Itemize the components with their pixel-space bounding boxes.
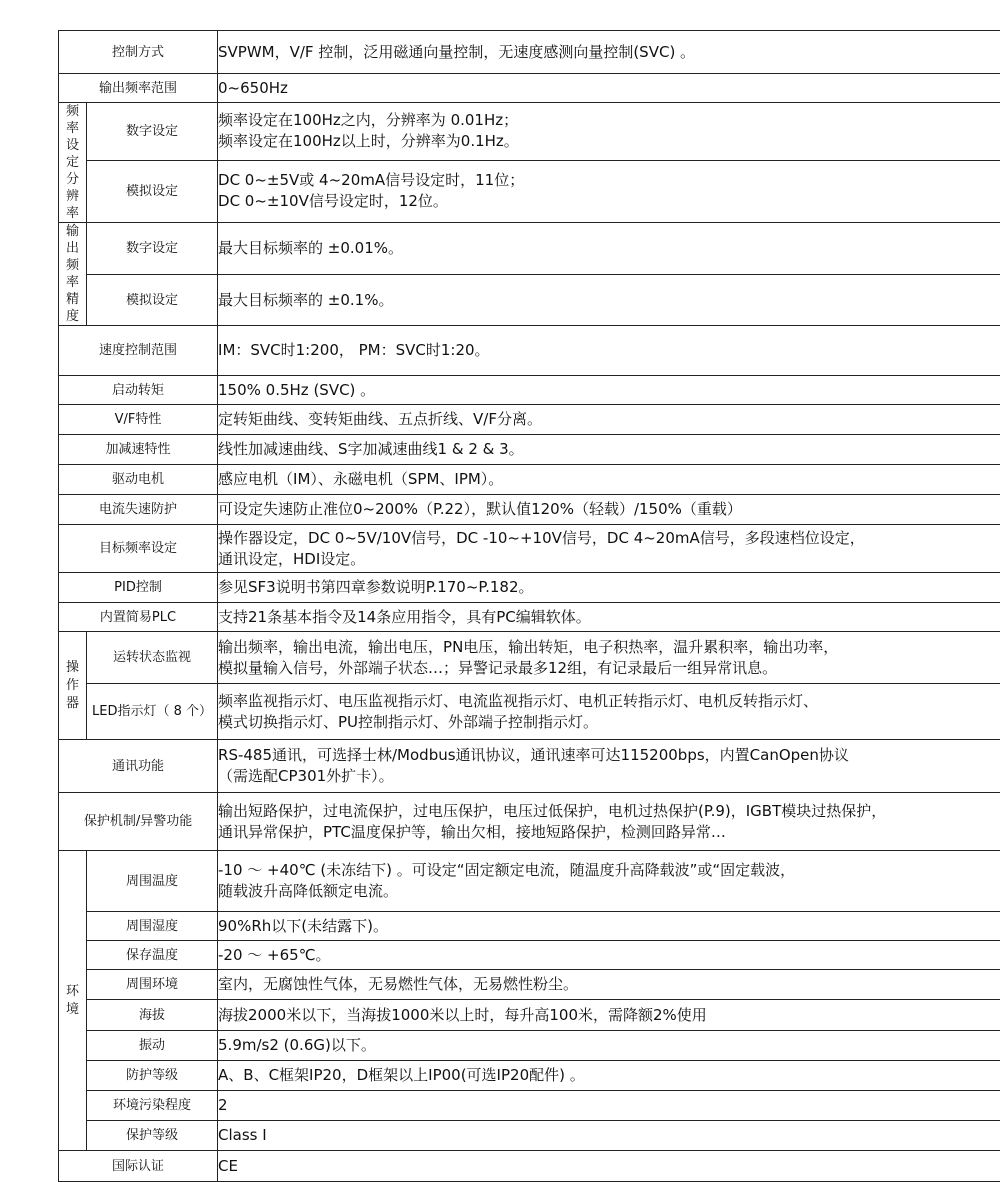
table-row bbox=[59, 740, 1000, 793]
row-value: 150% 0.5Hz (SVC) 。 bbox=[218, 376, 1000, 405]
value-line: （需选配CP301外扩卡）。 bbox=[218, 766, 1000, 787]
row-label: 保护机制/异警功能 bbox=[59, 793, 218, 851]
table-row bbox=[59, 435, 1000, 465]
row-label: 输出频率范围 bbox=[59, 74, 218, 103]
value-line: 输出频率，输出电流，输出电压，PN电压，输出转矩，电子积热率，温升累积率，输出功率， bbox=[218, 637, 1000, 658]
table-row bbox=[59, 376, 1000, 405]
table-row bbox=[59, 160, 1000, 222]
value-line: 模式切换指示灯、PU控制指示灯、外部端子控制指示灯。 bbox=[218, 712, 1000, 733]
row-label: 保存温度 bbox=[87, 941, 218, 970]
row-value: 0~650Hz bbox=[218, 74, 1000, 103]
table-row bbox=[59, 970, 1000, 1000]
table-row bbox=[59, 1091, 1000, 1121]
table-row bbox=[59, 326, 1000, 376]
row-value: Class I bbox=[218, 1121, 1000, 1151]
table-row bbox=[59, 1151, 1000, 1182]
row-value bbox=[218, 740, 1000, 793]
row-value: 感应电机（IM）、永磁电机（SPM、IPM）。 bbox=[218, 465, 1000, 495]
row-label: 数字设定 bbox=[87, 103, 218, 161]
table-row bbox=[59, 465, 1000, 495]
row-value bbox=[218, 793, 1000, 851]
vertical-label: 环 境 bbox=[59, 983, 86, 1019]
value-line: 通讯异常保护，PTC温度保护等，输出欠相，接地短路保护，检测回路异常… bbox=[218, 822, 1000, 843]
row-label: 环境污染程度 bbox=[87, 1091, 218, 1121]
row-label: 数字设定 bbox=[87, 223, 218, 275]
value-line: 操作器设定，DC 0~5V/10V信号，DC -10~+10V信号，DC 4~20mA信号，多段速档位设定， bbox=[218, 528, 1000, 549]
spec-table-wrapper bbox=[58, 30, 1000, 1124]
value-line: 通讯设定，HDI设定。 bbox=[218, 549, 1000, 570]
value-line: 频率设定在100Hz以上时，分辨率为0.1Hz。 bbox=[218, 131, 1000, 152]
row-label: 周围环境 bbox=[87, 970, 218, 1000]
row-value: 室内，无腐蚀性气体，无易燃性气体，无易燃性粉尘。 bbox=[218, 970, 1000, 1000]
row-value: 参见SF3说明书第四章参数说明P.170~P.182。 bbox=[218, 573, 1000, 603]
row-value bbox=[218, 525, 1000, 573]
row-value: -20 ～ +65℃。 bbox=[218, 941, 1000, 970]
row-label: 驱动电机 bbox=[59, 465, 218, 495]
row-label: 速度控制范围 bbox=[59, 326, 218, 376]
row-label: 模拟设定 bbox=[87, 160, 218, 222]
value-line: DC 0~±10V信号设定时，12位。 bbox=[218, 191, 1000, 212]
row-label: 周围温度 bbox=[87, 851, 218, 912]
table-row bbox=[59, 223, 1000, 275]
row-value: 可设定失速防止准位0~200%（P.22），默认值120%（轻载）/150%（重载） bbox=[218, 495, 1000, 525]
value-line: 频率监视指示灯、电压监视指示灯、电流监视指示灯、电机正转指示灯、电机反转指示灯、 bbox=[218, 691, 1000, 712]
row-value: CE bbox=[218, 1151, 1000, 1182]
row-label: 目标频率设定 bbox=[59, 525, 218, 573]
row-label: 运转状态监视 bbox=[87, 632, 218, 684]
value-line: DC 0~±5V或 4~20mA信号设定时，11位； bbox=[218, 170, 1000, 191]
table-row bbox=[59, 74, 1000, 103]
table-row bbox=[59, 684, 1000, 740]
row-value bbox=[218, 103, 1000, 161]
row-label: 内置简易PLC bbox=[59, 603, 218, 632]
spec-table bbox=[58, 30, 1000, 1182]
table-row bbox=[59, 1031, 1000, 1061]
row-label: LED指示灯（ 8 个） bbox=[87, 684, 218, 740]
row-value bbox=[218, 160, 1000, 222]
row-value: 线性加减速曲线、S字加减速曲线1 & 2 & 3。 bbox=[218, 435, 1000, 465]
value-line: RS-485通讯，可选择士林/Modbus通讯协议，通讯速率可达115200bps，内置CanOpen协议 bbox=[218, 745, 1000, 766]
vertical-label: 操 作 器 bbox=[59, 659, 86, 713]
row-label: 启动转矩 bbox=[59, 376, 218, 405]
row-label: PID控制 bbox=[59, 573, 218, 603]
table-row bbox=[59, 1000, 1000, 1031]
table-row bbox=[59, 31, 1000, 74]
value-line: -10 ～ +40℃ (未冻结下) 。可设定“固定额定电流，随温度升高降载波”或“固定载波， bbox=[218, 860, 1000, 881]
row-label: 控制方式 bbox=[59, 31, 218, 74]
row-label: 电流失速防护 bbox=[59, 495, 218, 525]
row-value bbox=[218, 851, 1000, 912]
group-label: 输出频率精度 bbox=[59, 223, 87, 326]
table-row bbox=[59, 573, 1000, 603]
row-value: 支持21条基本指令及14条应用指令，具有PC编辑软体。 bbox=[218, 603, 1000, 632]
table-row bbox=[59, 525, 1000, 573]
row-value: SVPWM，V/F 控制，泛用磁通向量控制，无速度感测向量控制(SVC) 。 bbox=[218, 31, 1000, 74]
row-label: 国际认证 bbox=[59, 1151, 218, 1182]
table-row bbox=[59, 941, 1000, 970]
table-row bbox=[59, 103, 1000, 161]
row-value: 定转矩曲线、变转矩曲线、五点折线、V/F分离。 bbox=[218, 405, 1000, 435]
table-row bbox=[59, 495, 1000, 525]
table-row bbox=[59, 275, 1000, 326]
value-line: 模拟量输入信号，外部端子状态…；异警记录最多12组，有记录最后一组异常讯息。 bbox=[218, 658, 1000, 679]
row-value: 海拔2000米以下，当海拔1000米以上时，每升高100米，需降额2%使用 bbox=[218, 1000, 1000, 1031]
table-row bbox=[59, 1061, 1000, 1091]
row-label: 加减速特性 bbox=[59, 435, 218, 465]
group-label-vertical bbox=[59, 632, 87, 740]
row-label: 海拔 bbox=[87, 1000, 218, 1031]
row-value: 90%Rh以下(未结露下)。 bbox=[218, 912, 1000, 941]
row-value bbox=[218, 684, 1000, 740]
row-value bbox=[218, 632, 1000, 684]
row-value: 最大目标频率的 ±0.1%。 bbox=[218, 275, 1000, 326]
row-label: 防护等级 bbox=[87, 1061, 218, 1091]
row-value: 5.9m/s2 (0.6G)以下。 bbox=[218, 1031, 1000, 1061]
value-line: 输出短路保护，过电流保护，过电压保护，电压过低保护，电机过热保护(P.9)，IGBT模块过热保护， bbox=[218, 801, 1000, 822]
row-value: 最大目标频率的 ±0.01%。 bbox=[218, 223, 1000, 275]
table-row bbox=[59, 851, 1000, 912]
table-row bbox=[59, 603, 1000, 632]
table-row bbox=[59, 632, 1000, 684]
value-line: 随载波升高降低额定电流。 bbox=[218, 881, 1000, 902]
row-label: 保护等级 bbox=[87, 1121, 218, 1151]
table-row bbox=[59, 793, 1000, 851]
row-value: 2 bbox=[218, 1091, 1000, 1121]
row-label: 通讯功能 bbox=[59, 740, 218, 793]
row-label: 振动 bbox=[87, 1031, 218, 1061]
group-label: 频率设定分辨率 bbox=[59, 103, 87, 223]
row-label: 模拟设定 bbox=[87, 275, 218, 326]
value-line: 频率设定在100Hz之内，分辨率为 0.01Hz； bbox=[218, 110, 1000, 131]
row-label: 周围湿度 bbox=[87, 912, 218, 941]
group-label-vertical bbox=[59, 851, 87, 1151]
table-row bbox=[59, 912, 1000, 941]
table-row bbox=[59, 1121, 1000, 1151]
row-label: V/F特性 bbox=[59, 405, 218, 435]
table-row bbox=[59, 405, 1000, 435]
row-value: A、B、C框架IP20，D框架以上IP00(可选IP20配件) 。 bbox=[218, 1061, 1000, 1091]
row-value: IM：SVC时1:200， PM：SVC时1:20。 bbox=[218, 326, 1000, 376]
